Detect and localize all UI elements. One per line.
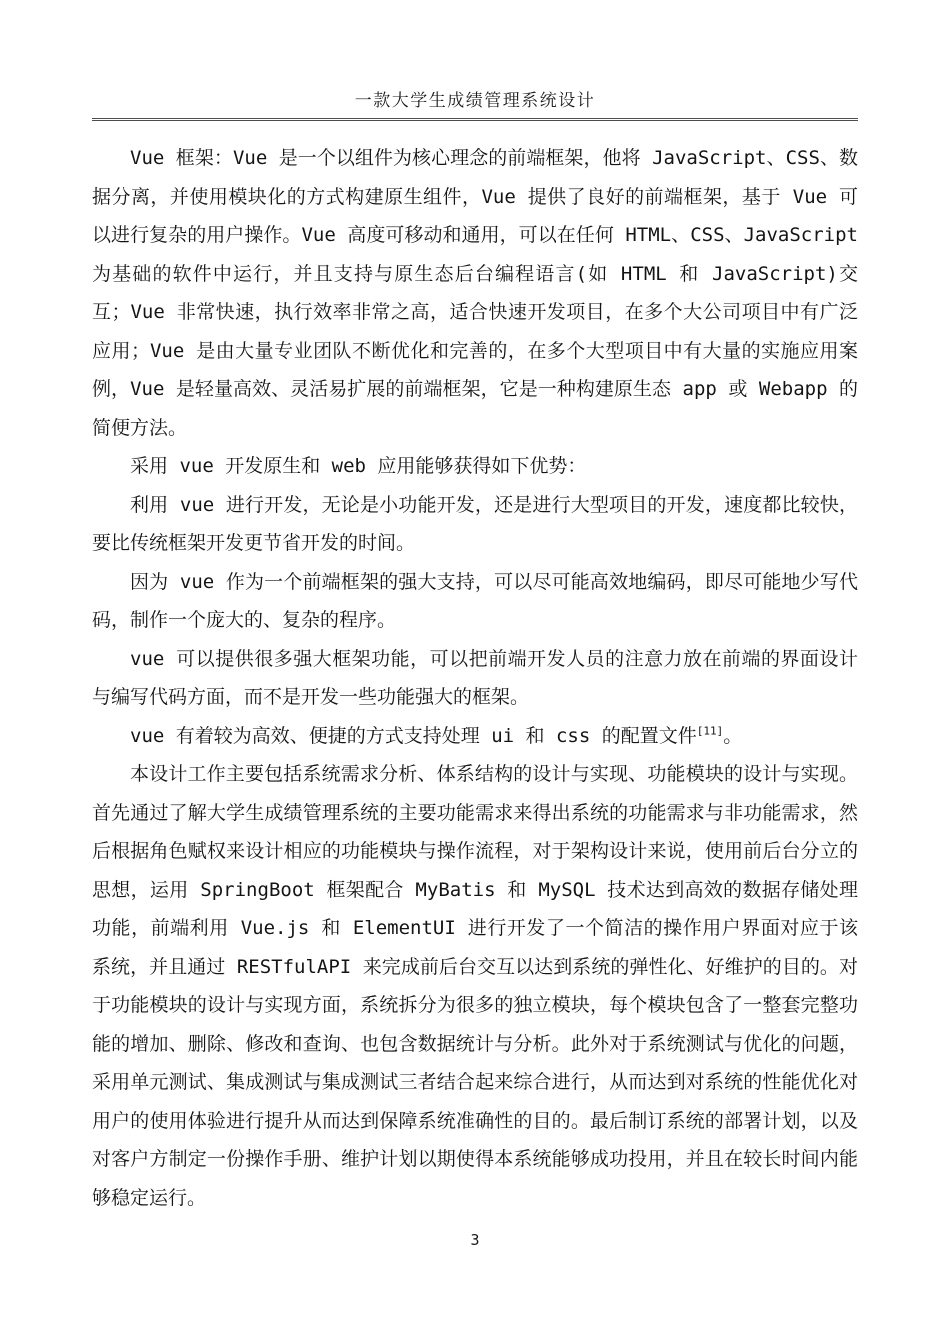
paragraph: 本设计工作主要包括系统需求分析、体系结构的设计与实现、功能模块的设计与实现。首先通过了解大学生成绩管理系统的主要功能需求来得出系统的功能需求与非功能需求，然后根据角色赋权来设计相应的功能模块与操作流程，对于架构设计来说，使用前后台分立的思想，运用 SpringBoot 框架配合 MyBatis 和 MySQL 技术达到高效的数据存储处理功能，前端利用 Vue.js 和 ElementUI 进行开发了一个简洁的操作用户界面对应于该系统，并且通过 RESTfulAPI 来完成前后台交互以达到系统的弹性化、好维护的目的。对于功能模块的设计与实现方面，系统拆分为很多的独立模块，每个模块包含了一整套完整功能的增加、删除、修改和查询、也包含数据统计与分析。此外对于系统测试与优化的问题，采用单元测试、集成测试与集成测试三者结合起来综合进行，从而达到对系统的性能优化对用户的使用体验进行提升从而达到保障系统准确性的目的。最后制订系统的部署计划，以及对客户方制定一份操作手册、维护计划以期使得本系统能够成功投用，并且在较长时间内能够稳定运行。 [92, 763, 858, 1209]
page-header [92, 86, 858, 121]
page-number: 3 [470, 1231, 480, 1249]
paragraph: 采用 vue 开发原生和 web 应用能够获得如下优势： [130, 455, 587, 477]
citation-ref: [11] [696, 724, 724, 738]
page-footer [0, 1230, 950, 1249]
paragraph: Vue 框架：Vue 是一个以组件为核心理念的前端框架，他将 JavaScript、CSS、数据分离，并使用模块化的方式构建原生组件，Vue 提供了良好的前端框架，基于 Vue 可以进行复杂的用户操作。Vue 高度可移动和通用，可以在任何 HTML、CSS、JavaScript 为基础的软件中运行，并且支持与原生态后台编程语言(如 HTML 和 JavaScript)交互；Vue 非常快速，执行效率非常之高，适合快速开发项目，在多个大公司项目中有广泛应用；Vue 是由大量专业团队不断优化和完善的，在多个大型项目中有大量的实施应用案例，Vue 是轻量高效、灵活易扩展的前端框架，它是一种构建原生态 app 或 Webapp 的简便方法。 [92, 147, 858, 439]
paragraph: 利用 vue 进行开发，无论是小功能开发，还是进行大型项目的开发，速度都比较快，要比传统框架开发更节省开发的时间。 [92, 493, 858, 554]
paragraph: vue 有着较为高效、便捷的方式支持处理 ui 和 css 的配置文件[11]。 [130, 724, 743, 747]
paragraph: vue 可以提供很多强大框架功能，可以把前端开发人员的注意力放在前端的界面设计与编写代码方面，而不是开发一些功能强大的框架。 [92, 647, 858, 708]
paragraph: 因为 vue 作为一个前端框架的强大支持，可以尽可能高效地编码，即尽可能地少写代码，制作一个庞大的、复杂的程序。 [92, 570, 858, 631]
header-title: 一款大学生成绩管理系统设计 [354, 91, 596, 111]
document-body [92, 139, 858, 1217]
